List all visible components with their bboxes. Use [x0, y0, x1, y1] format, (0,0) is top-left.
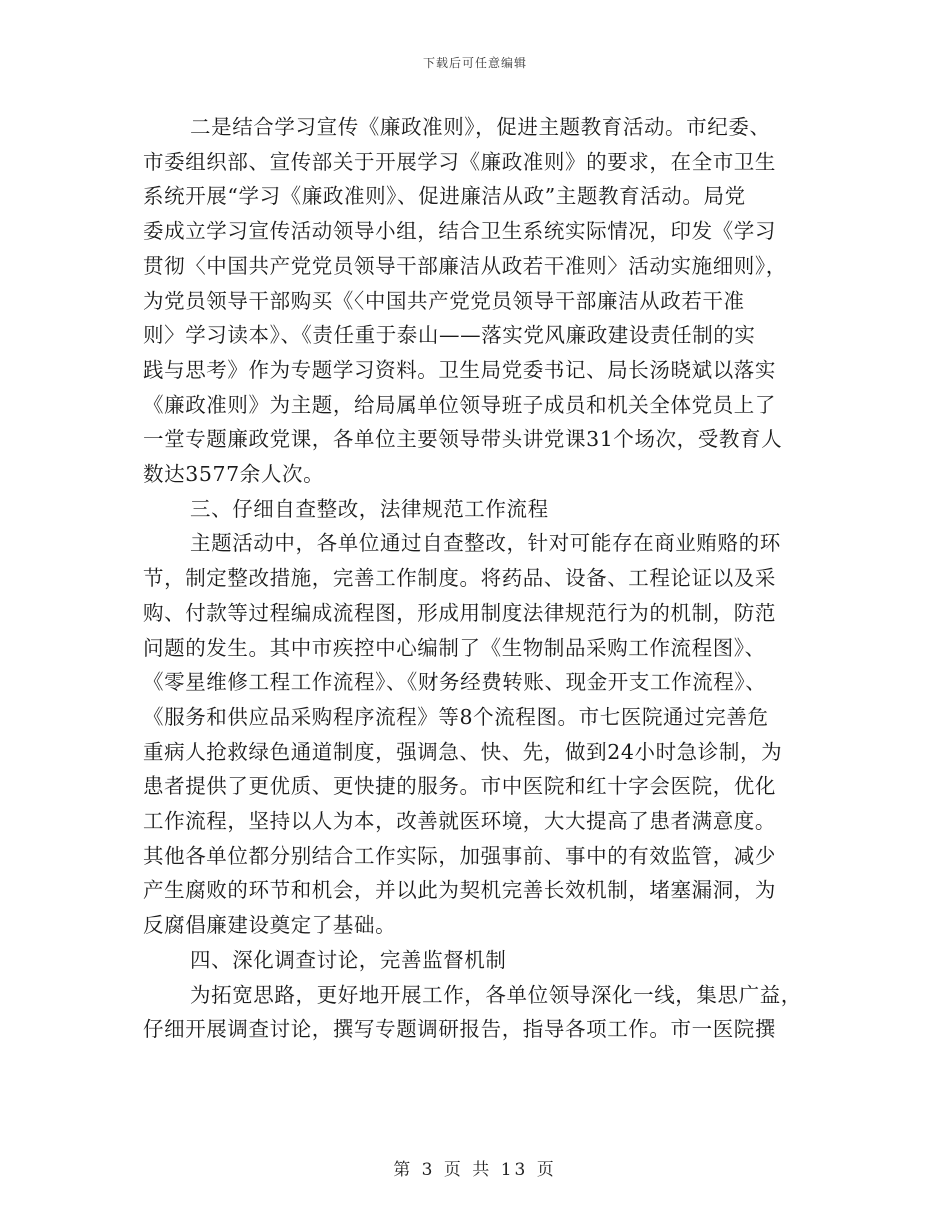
text-line: 二是结合学习宣传《廉政准则》，促进主题教育活动。市纪委、 [190, 115, 771, 139]
text-line: 患者提供了更优质、更快捷的服务。市中医院和红十字会医院，优化 [143, 774, 776, 799]
text-line: 系统开展“学习《廉政准则》、促进廉洁从政”主题教育活动。局党 [143, 184, 746, 209]
text-line: 其他各单位都分别结合工作实际，加强事前、事中的有效监管，减少 [143, 843, 776, 868]
text-line: 《服务和供应品采购程序流程》等8个流程图。市七医院通过完善危 [143, 704, 769, 729]
section-heading-4 [143, 943, 803, 978]
page-number-footer: 第 3 页 共 13 页 [393, 1160, 557, 1180]
text-line: 贯彻〈中国共产党党员领导干部廉洁从政若干准则〉活动实施细则》， [143, 253, 787, 278]
text-line: 产生腐败的环节和机会，并以此为契机完善长效机制，堵塞漏洞，为 [143, 878, 776, 903]
paragraph-self-inspection [143, 526, 803, 942]
text-line: 践与思考》作为专题学习资料。卫生局党委书记、局长汤晓斌以落实 [143, 357, 776, 382]
text-line: 主题活动中，各单位通过自查整改，针对可能存在商业贿赂的环 [190, 531, 781, 556]
heading-text: 三、仔细自查整改，法律规范工作流程 [190, 496, 549, 521]
heading-text: 四、深化调查讨论，完善监督机制 [190, 947, 507, 972]
text-line: 委成立学习宣传活动领导小组，结合卫生系统实际情况，印发《学习 [143, 219, 776, 244]
paragraph-investigation [143, 978, 803, 1047]
paragraph-theme-education [143, 110, 803, 492]
text-line: 购、付款等过程编成流程图，形成用制度法律规范行为的机制，防范 [143, 600, 776, 625]
text-line: 数达3577余人次。 [143, 462, 325, 487]
section-heading-3 [143, 492, 803, 527]
text-line: 《廉政准则》为主题，给局属单位领导班子成员和机关全体党员上了 [143, 392, 776, 417]
text-line: 市委组织部、宣传部关于开展学习《廉政准则》的要求，在全市卫生 [143, 149, 776, 174]
text-line: 工作流程，坚持以人为本，改善就医环境，大大提高了患者满意度。 [143, 809, 776, 834]
text-line: 仔细开展调查讨论，撰写专题调研报告，指导各项工作。市一医院撰 [143, 1017, 776, 1042]
text-line: 一堂专题廉政党课，各单位主要领导带头讲党课31个场次，受教育人 [143, 427, 783, 452]
text-line: 问题的发生。其中市疾控中心编制了《生物制品采购工作流程图》、 [143, 635, 766, 660]
text-line: 反腐倡廉建设奠定了基础。 [143, 913, 397, 938]
text-line: 重病人抢救绿色通道制度，强调急、快、先，做到24小时急诊制，为 [143, 739, 783, 764]
page-header: 下载后可任意编辑 [422, 56, 527, 70]
text-line: 为党员领导干部购买《〈中国共产党党员领导干部廉洁从政若干准 [143, 288, 745, 313]
text-line: 节，制定整改措施，完善工作制度。将药品、设备、工程论证以及采 [143, 566, 776, 591]
text-line: 《零星维修工程工作流程》、《财务经费转账、现金开支工作流程》、 [143, 670, 767, 695]
text-line: 为拓宽思路，更好地开展工作，各单位领导深化一线，集思广益， [190, 982, 802, 1007]
document-body [143, 110, 803, 1047]
text-line: 则〉学习读本》、《责任重于泰山——落实党风廉政建设责任制的实 [143, 323, 756, 348]
